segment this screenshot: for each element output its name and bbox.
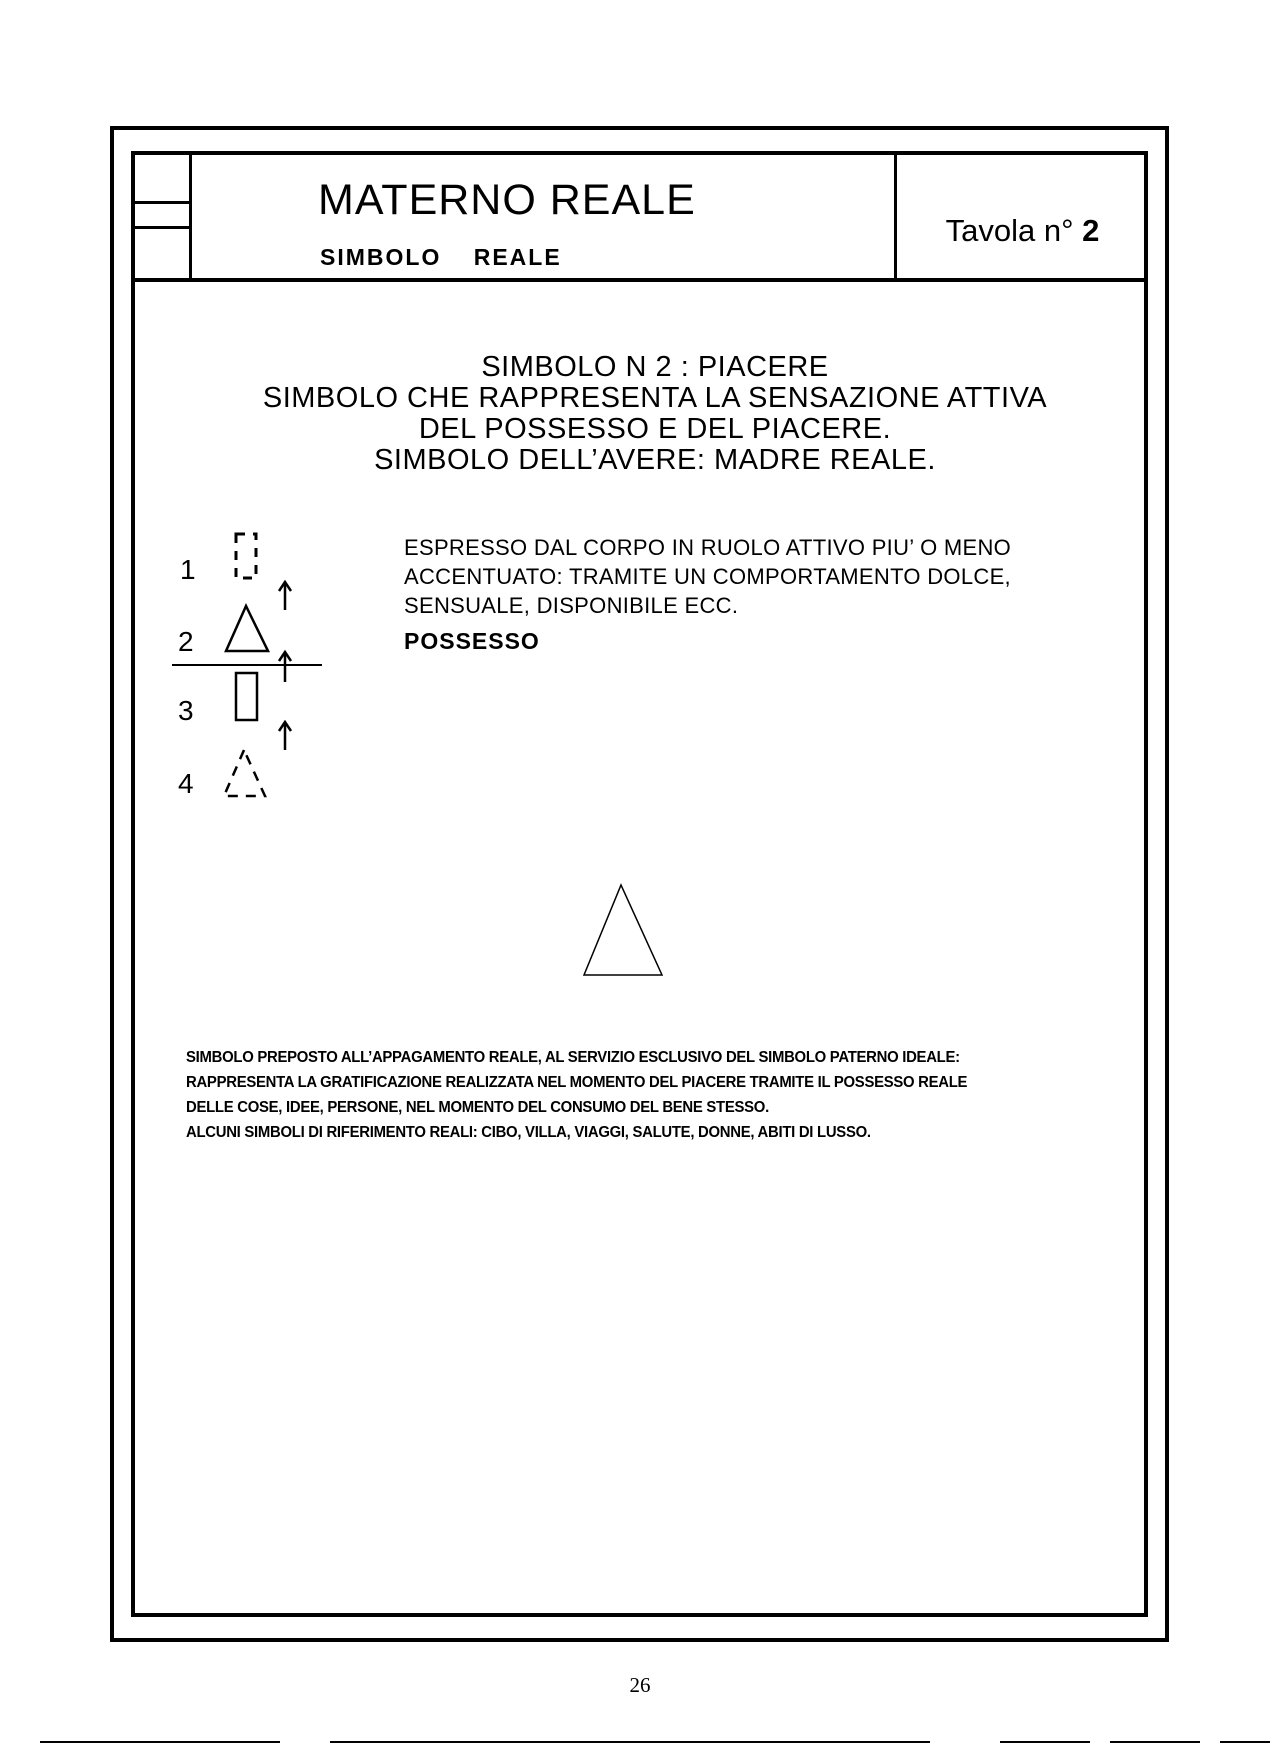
plate-label: Tavola n°: [945, 213, 1074, 248]
scan-rule: [330, 1741, 930, 1743]
symbol-number: 1: [180, 554, 196, 585]
symbol-description: [404, 533, 1011, 620]
page-subtitle: SIMBOLO REALE: [320, 244, 562, 270]
symbol-number: 3: [178, 695, 194, 726]
description-line: ACCENTUATO: TRAMITE UN COMPORTAMENTO DOLCE,: [404, 564, 1011, 589]
explanation-line: ALCUNI SIMBOLI DI RIFERIMENTO REALI: CIBO, VILLA, VIAGGI, SALUTE, DONNE, ABITI DI LUSSO.: [186, 1124, 871, 1141]
explanation-line: RAPPRESENTA LA GRATIFICAZIONE REALIZZATA NEL MOMENTO DEL PIACERE TRAMITE IL POSSESSO REALE: [186, 1074, 968, 1091]
heading-line: SIMBOLO N 2 : PIACERE: [481, 351, 829, 383]
triangle-symbol: [226, 606, 268, 651]
page-number: 26: [629, 1673, 651, 1697]
scan-rule: [1220, 1741, 1270, 1743]
symbol-number: 2: [178, 626, 194, 657]
heading-line: SIMBOLO DELL’AVERE: MADRE REALE.: [374, 444, 936, 476]
keyword-label: POSSESSO: [404, 628, 540, 654]
up-arrow-icon: [279, 722, 291, 750]
heading-line: DEL POSSESSO E DEL PIACERE.: [418, 413, 892, 445]
explanation-line: SIMBOLO PREPOSTO ALL’APPAGAMENTO REALE, AL SERVIZIO ESCLUSIVO DEL SIMBOLO PATERNO IDEALE:: [186, 1049, 960, 1066]
scan-rule: [40, 1741, 280, 1743]
large-triangle-symbol: [584, 885, 662, 975]
heading-line: SIMBOLO CHE RAPPRESENTA LA SENSAZIONE ATTIVA: [262, 382, 1048, 414]
scan-rule: [1110, 1741, 1200, 1743]
page-title: MATERNO REALE: [318, 176, 696, 224]
up-arrow-icon: [279, 652, 291, 682]
rectangle-symbol: [236, 673, 257, 720]
scan-rule: [1000, 1741, 1090, 1743]
dashed-rectangle-symbol: [236, 534, 256, 578]
description-line: SENSUALE, DISPONIBILE ECC.: [404, 593, 739, 618]
plate-value: 2: [1082, 213, 1100, 248]
explanation-line: DELLE COSE, IDEE, PERSONE, NEL MOMENTO DEL CONSUMO DEL BENE STESSO.: [186, 1099, 769, 1116]
dashed-triangle-symbol: [224, 750, 265, 796]
up-arrow-icon: [279, 582, 291, 610]
symbol-explanation: [186, 1045, 967, 1145]
description-line: ESPRESSO DAL CORPO IN RUOLO ATTIVO PIU’ O MENO: [404, 535, 1012, 560]
symbol-number: 4: [178, 768, 194, 799]
